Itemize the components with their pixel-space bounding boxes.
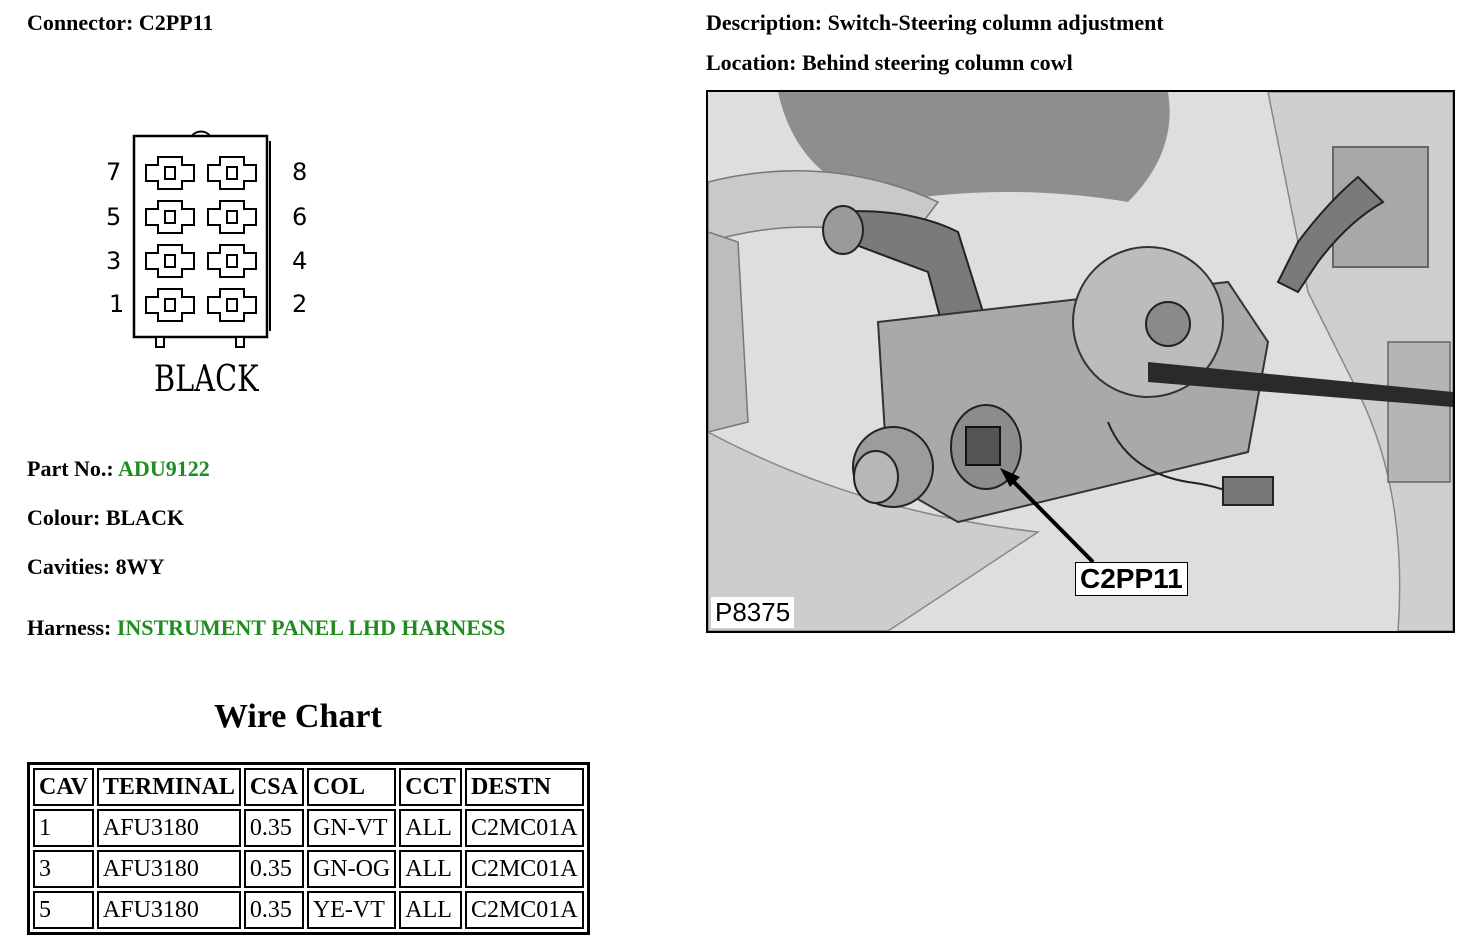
wire-chart-table bbox=[27, 762, 590, 935]
cell-cct: ALL bbox=[399, 850, 462, 888]
cell-cav: 3 bbox=[33, 850, 94, 888]
description-value: Switch-Steering column adjustment bbox=[827, 10, 1164, 35]
header-csa: CSA bbox=[244, 768, 304, 806]
pin-number-7: 7 bbox=[106, 158, 122, 186]
colour-value: BLACK bbox=[105, 505, 185, 530]
cavities-value: 8WY bbox=[115, 554, 165, 579]
figure-id-label: P8375 bbox=[711, 597, 794, 628]
cavity-terminal-8 bbox=[227, 167, 237, 179]
table-row bbox=[33, 809, 584, 847]
connector-colour-caption: BLACK bbox=[154, 359, 259, 400]
harness-link[interactable]: INSTRUMENT PANEL LHD HARNESS bbox=[116, 615, 506, 640]
description-line bbox=[706, 10, 1164, 36]
cell-csa: 0.35 bbox=[244, 809, 304, 847]
connector-callout-label: C2PP11 bbox=[1075, 562, 1188, 596]
location-illustration bbox=[706, 90, 1455, 633]
cell-col: YE-VT bbox=[307, 891, 396, 929]
wire-chart-title: Wire Chart bbox=[214, 698, 382, 735]
connector-heading bbox=[27, 10, 213, 36]
cavity-terminal-4 bbox=[227, 255, 237, 267]
cell-destn: C2MC01A bbox=[465, 809, 584, 847]
header-destn: DESTN bbox=[465, 768, 584, 806]
cavity-terminal-2 bbox=[227, 299, 237, 311]
cell-destn: C2MC01A bbox=[465, 850, 584, 888]
cavity-terminal-5 bbox=[165, 211, 175, 223]
location-value: Behind steering column cowl bbox=[801, 50, 1073, 75]
steering-column-drawing bbox=[708, 92, 1453, 631]
cell-cct: ALL bbox=[399, 809, 462, 847]
part-number-link[interactable]: ADU9122 bbox=[118, 456, 210, 481]
pin-number-2: 2 bbox=[292, 290, 308, 318]
cell-csa: 0.35 bbox=[244, 850, 304, 888]
harness-line bbox=[27, 615, 505, 641]
table-row bbox=[33, 891, 584, 929]
location-line bbox=[706, 50, 1073, 76]
colour-line bbox=[27, 505, 184, 531]
table-header-row bbox=[33, 768, 584, 806]
pin-number-3: 3 bbox=[106, 247, 122, 275]
connector-face-diagram bbox=[100, 125, 320, 405]
cell-col: GN-OG bbox=[307, 850, 396, 888]
cell-destn: C2MC01A bbox=[465, 891, 584, 929]
connector-label: Connector: bbox=[27, 10, 134, 35]
cell-terminal: AFU3180 bbox=[97, 809, 241, 847]
pin-number-1: 1 bbox=[109, 290, 125, 318]
description-label: Description: bbox=[706, 10, 823, 35]
colour-label: Colour: bbox=[27, 505, 101, 530]
harness-label: Harness: bbox=[27, 615, 112, 640]
header-terminal: TERMINAL bbox=[97, 768, 241, 806]
cell-cav: 5 bbox=[33, 891, 94, 929]
cavity-terminal-3 bbox=[165, 255, 175, 267]
pin-number-4: 4 bbox=[292, 247, 308, 275]
connector-value: C2PP11 bbox=[138, 10, 214, 35]
cavity-terminal-6 bbox=[227, 211, 237, 223]
cell-terminal: AFU3180 bbox=[97, 891, 241, 929]
cell-cct: ALL bbox=[399, 891, 462, 929]
part-number-label: Part No.: bbox=[27, 456, 114, 481]
part-number-line bbox=[27, 456, 210, 482]
header-cav: CAV bbox=[33, 768, 94, 806]
table-row bbox=[33, 850, 584, 888]
pin-number-5: 5 bbox=[106, 203, 122, 231]
cell-col: GN-VT bbox=[307, 809, 396, 847]
cell-terminal: AFU3180 bbox=[97, 850, 241, 888]
cavities-line bbox=[27, 554, 164, 580]
header-col: COL bbox=[307, 768, 396, 806]
pin-number-8: 8 bbox=[292, 158, 308, 186]
cell-cav: 1 bbox=[33, 809, 94, 847]
cavity-terminal-7 bbox=[165, 167, 175, 179]
header-cct: CCT bbox=[399, 768, 462, 806]
cavities-label: Cavities: bbox=[27, 554, 111, 579]
location-label: Location: bbox=[706, 50, 797, 75]
pin-number-6: 6 bbox=[292, 203, 308, 231]
cavity-terminal-1 bbox=[165, 299, 175, 311]
cell-csa: 0.35 bbox=[244, 891, 304, 929]
